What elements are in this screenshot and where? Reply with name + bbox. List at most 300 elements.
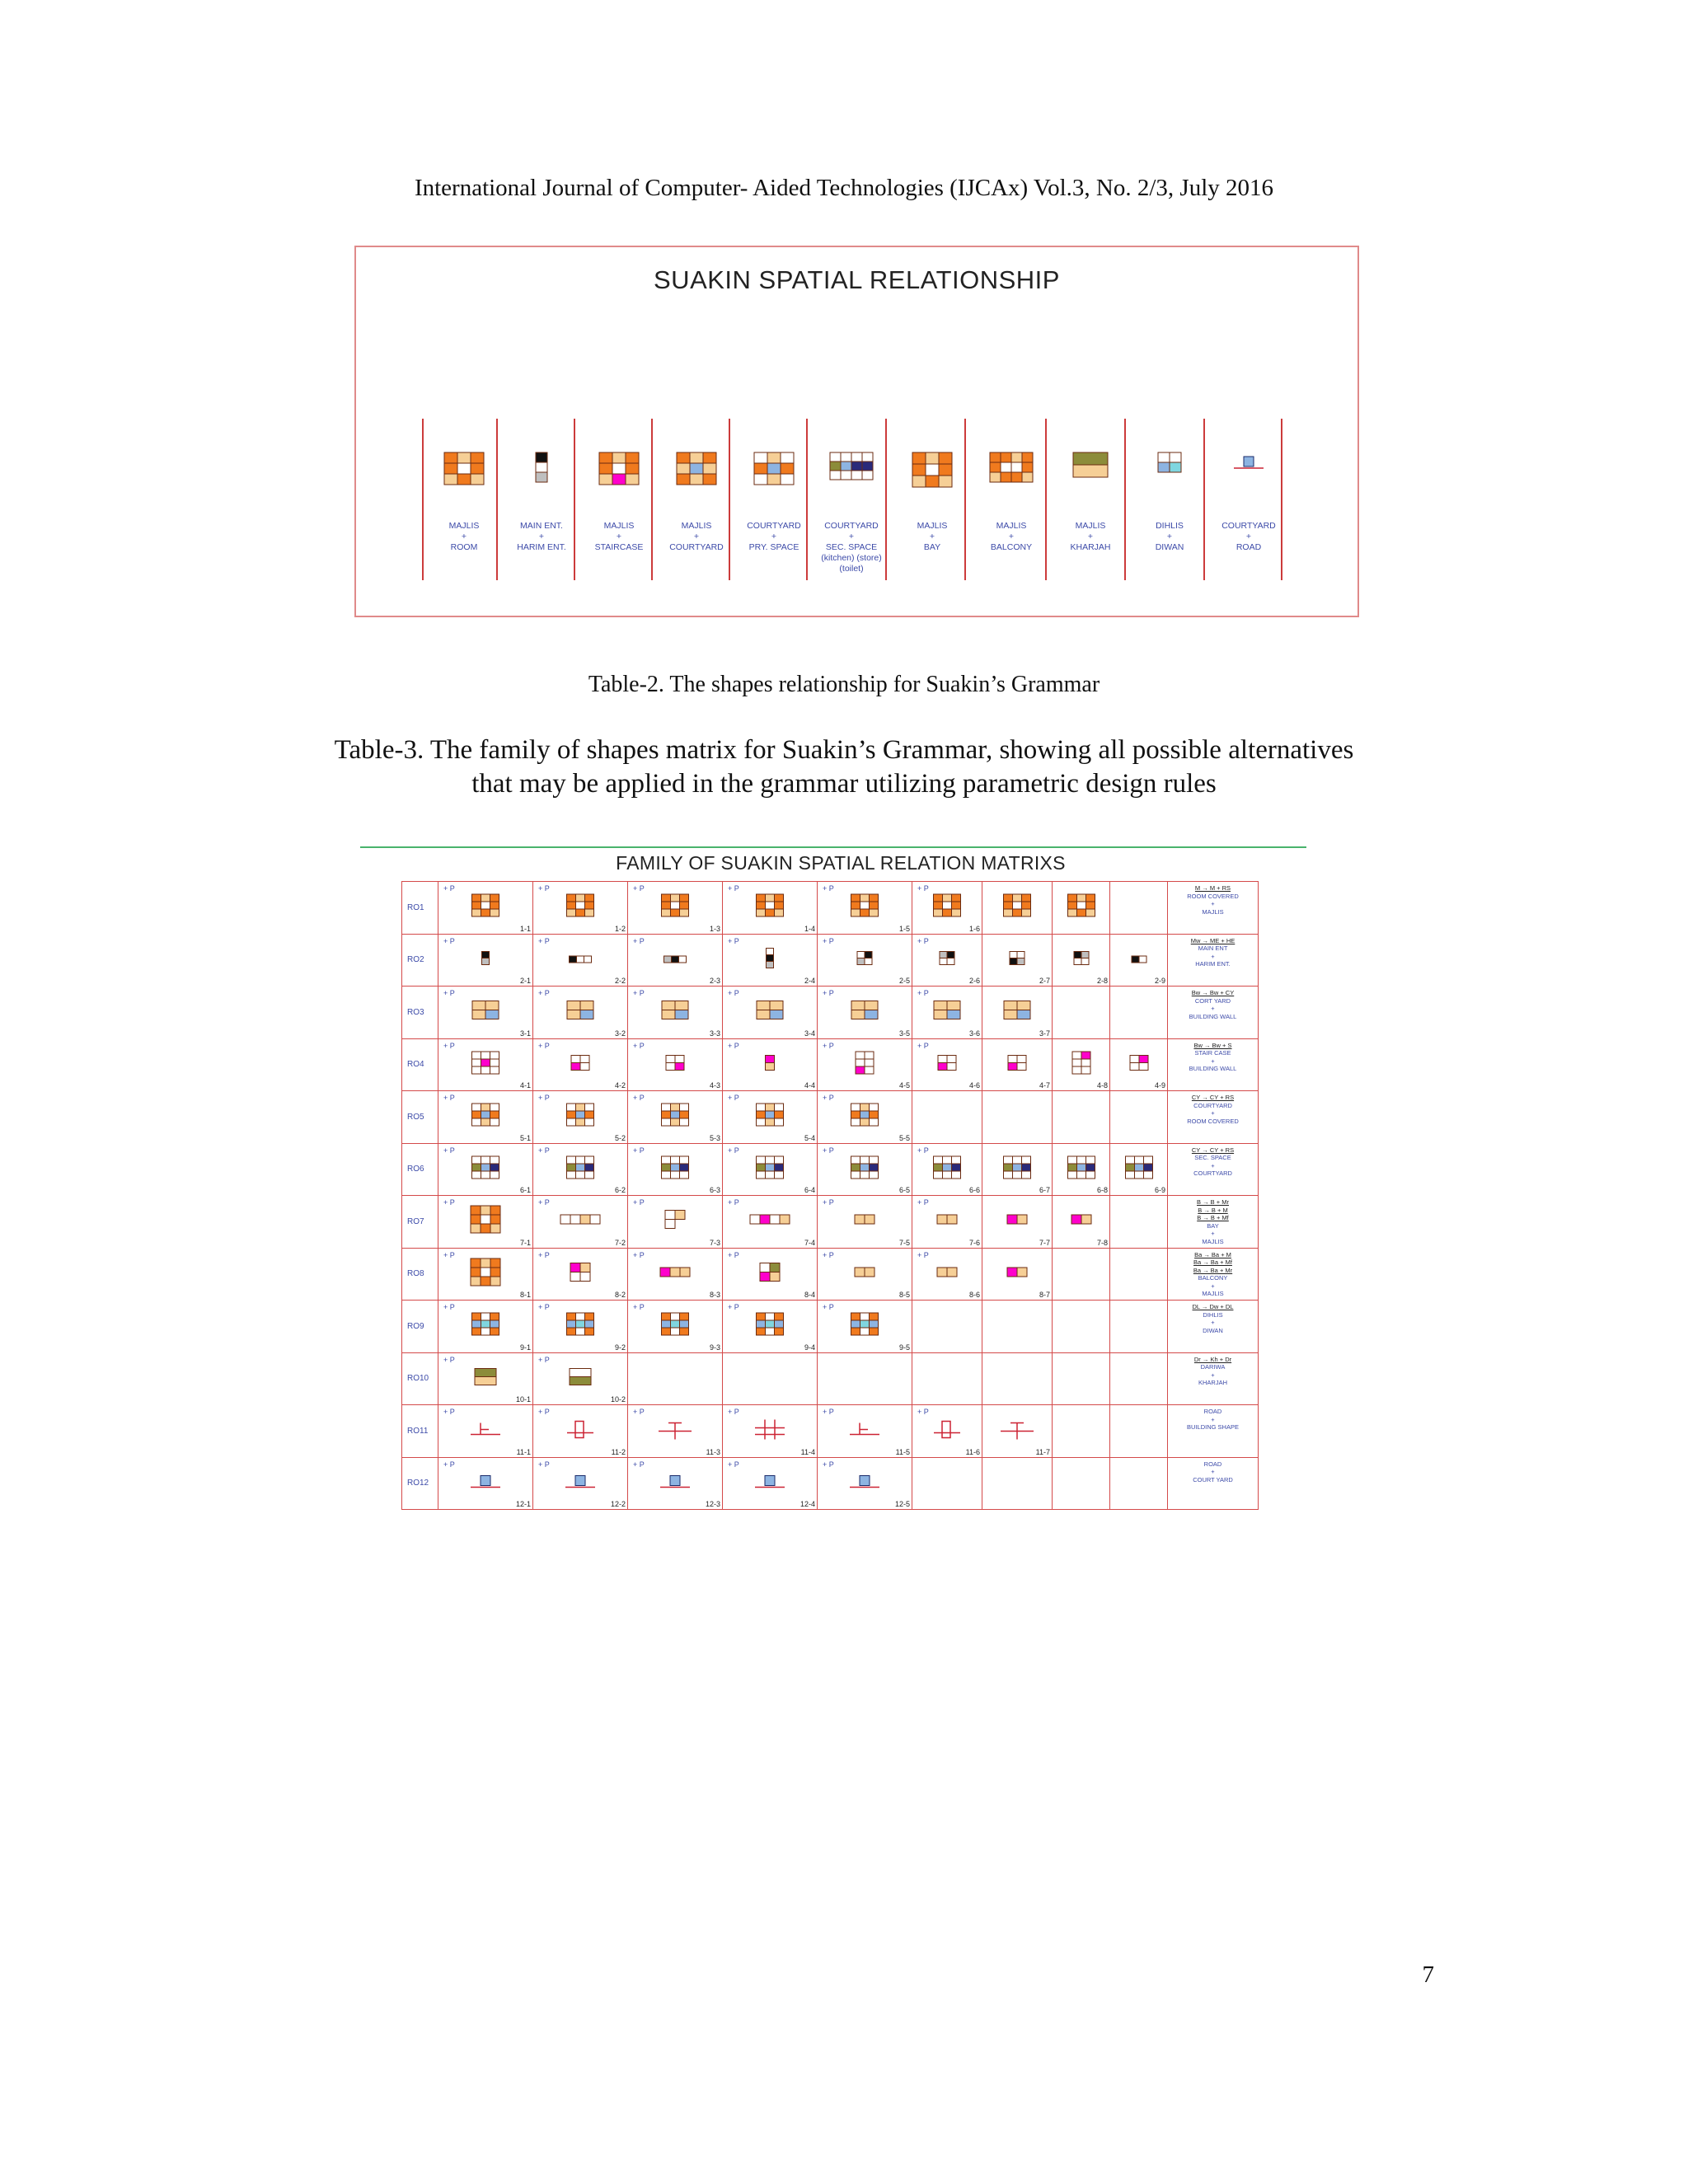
matrix-cell [982, 1038, 1053, 1091]
label-line-plus: + [461, 532, 467, 541]
matrix-cell [982, 1457, 1053, 1510]
matrix-cell [533, 1248, 628, 1301]
variant-id: 1-6 [968, 924, 980, 933]
shape-variant [1073, 950, 1090, 969]
matrix-cell [533, 882, 628, 935]
matrix-cell [533, 1143, 628, 1196]
variant-id: 6-3 [709, 1186, 720, 1194]
shape-variant [569, 1367, 592, 1390]
matrix-cell [912, 1248, 982, 1301]
parameter-mark: + P [917, 884, 929, 893]
variant-id: 5-4 [804, 1133, 815, 1142]
rule-cell [1168, 1038, 1259, 1091]
shape-variant [756, 893, 785, 921]
variant-id: 3-6 [968, 1029, 980, 1038]
parameter-mark: + P [728, 1408, 739, 1416]
variant-id: 7-2 [614, 1238, 626, 1247]
rule-line: B → B + M [1198, 1206, 1228, 1214]
matrix-cell [982, 882, 1053, 935]
page-number: 7 [1422, 1961, 1434, 1988]
parameter-mark: + P [823, 1460, 834, 1469]
row-label: RO11 [402, 1405, 438, 1458]
shape-variant [663, 953, 687, 968]
matrix-cell [723, 1457, 818, 1510]
rule-cell [1168, 1143, 1259, 1196]
matrix-cell [1053, 1196, 1110, 1249]
parameter-mark: + P [823, 1146, 834, 1155]
variant-id: 12-5 [894, 1500, 910, 1508]
parameter-mark: + P [728, 1094, 739, 1102]
parameter-mark: + P [443, 1094, 455, 1102]
rule-line: Ba → Ba + M [1194, 1250, 1231, 1258]
parameter-mark: + P [443, 884, 455, 893]
variant-id: 2-6 [968, 977, 980, 985]
matrix-cell [982, 987, 1053, 1039]
matrix-cell [818, 1301, 912, 1353]
rule-line: MAJLIS [1202, 907, 1224, 916]
parameter-mark: + P [823, 1094, 834, 1102]
matrix-cell [1053, 1091, 1110, 1144]
matrix-cell [628, 1352, 723, 1405]
parameter-mark: + P [443, 1303, 455, 1311]
rule-line: + [1211, 1057, 1215, 1065]
label-line-top: MAJLIS [681, 521, 712, 531]
matrix-row [402, 1301, 1259, 1353]
matrix-cell [723, 1248, 818, 1301]
shape-variant [467, 1470, 504, 1496]
label-line-bottom: KHARJAH [1070, 542, 1111, 552]
relationship-label [501, 521, 582, 553]
matrix-cell [912, 1091, 982, 1144]
matrix-cell [1053, 934, 1110, 987]
parameter-mark: + P [633, 1460, 645, 1469]
table3-caption [247, 733, 1441, 801]
variant-id: 2-7 [1039, 977, 1050, 985]
row-label: RO6 [402, 1143, 438, 1196]
parameter-mark: + P [538, 1094, 550, 1102]
rule-line: MAJLIS [1202, 1237, 1224, 1245]
shape-variant [756, 1103, 785, 1131]
relationship-column [579, 419, 659, 580]
parameter-mark: + P [728, 936, 739, 945]
matrix-cell [982, 1091, 1053, 1144]
matrix-table [401, 881, 1259, 1510]
variant-id: 2-4 [804, 977, 815, 985]
variant-id: 3-1 [519, 1029, 531, 1038]
parameter-mark: + P [728, 884, 739, 893]
matrix-cell [628, 882, 723, 935]
variant-id: 6-8 [1096, 1186, 1108, 1194]
variant-id: 4-9 [1154, 1081, 1165, 1090]
parameter-mark: + P [443, 1146, 455, 1155]
rule-line: BUILDING WALL [1189, 1065, 1237, 1072]
variant-id: 2-8 [1096, 977, 1108, 985]
matrix-cell [1110, 1143, 1168, 1196]
variant-id: 12-4 [799, 1500, 815, 1508]
shape-matrix [401, 881, 1259, 1510]
matrix-cell [912, 882, 982, 935]
rule-line: CY → CY + RS [1191, 1146, 1235, 1154]
matrix-cell [1110, 934, 1168, 987]
parameter-mark: + P [443, 1408, 455, 1416]
variant-id: 8-4 [804, 1291, 815, 1299]
label-line-extra: (kitchen) (store) (toilet) [821, 553, 882, 574]
matrix-cell [723, 1038, 818, 1091]
rule-line: MAIN ENT [1198, 944, 1228, 952]
shape-variant [657, 1417, 693, 1446]
parameter-mark: + P [633, 1408, 645, 1416]
matrix-cell [1110, 1301, 1168, 1353]
parameter-mark: + P [538, 936, 550, 945]
matrix-cell [912, 1196, 982, 1249]
matrix-cell [818, 882, 912, 935]
rule-line: Bw → Bw + CY [1191, 989, 1235, 996]
variant-id: 7-5 [898, 1238, 910, 1247]
rule-line: CORT YARD [1194, 996, 1231, 1005]
parameter-mark: + P [823, 1303, 834, 1311]
rule-line: COURT YARD [1193, 1475, 1233, 1483]
shape-variant [936, 1267, 958, 1282]
shape-diagram [443, 452, 485, 490]
parameter-mark: + P [728, 1198, 739, 1207]
matrix-cell [438, 1091, 533, 1144]
variant-id: 1-2 [614, 924, 626, 933]
row-label: RO9 [402, 1301, 438, 1353]
matrix-cell [533, 1091, 628, 1144]
matrix-cell [723, 882, 818, 935]
relationship-column [1129, 419, 1210, 580]
shape-variant [661, 1103, 690, 1131]
parameter-mark: + P [917, 1146, 929, 1155]
shape-variant [1131, 953, 1147, 968]
rule-line: Ba → Ba + Mf [1193, 1258, 1232, 1266]
matrix-cell [982, 1352, 1053, 1405]
rule-cell [1168, 934, 1259, 987]
matrix-cell [533, 987, 628, 1039]
parameter-mark: + P [917, 1041, 929, 1050]
shape-variant [471, 1001, 499, 1024]
matrix-cell [1110, 1457, 1168, 1510]
rule-cell [1168, 1248, 1259, 1301]
rule-line: + [1211, 1415, 1215, 1423]
row-label: RO10 [402, 1352, 438, 1405]
shape-variant [1071, 1214, 1092, 1229]
shape-diagram [676, 452, 717, 490]
shape-variant [939, 950, 955, 969]
variant-id: 4-7 [1039, 1081, 1050, 1090]
label-line-plus: + [848, 532, 855, 541]
parameter-mark: + P [728, 1303, 739, 1311]
matrix-cell [818, 1143, 912, 1196]
shape-variant [846, 1470, 883, 1496]
matrix-cell [912, 1352, 982, 1405]
matrix-cell [1053, 1405, 1110, 1458]
shape-variant [1129, 1054, 1149, 1075]
matrix-cell [982, 1248, 1053, 1301]
variant-id: 6-2 [614, 1186, 626, 1194]
shape-variant [659, 1267, 691, 1282]
variant-id: 3-2 [614, 1029, 626, 1038]
shape-variant [1071, 1051, 1091, 1079]
variant-id: 5-5 [898, 1133, 910, 1142]
variant-id: 9-5 [898, 1343, 910, 1352]
parameter-mark: + P [538, 1250, 550, 1259]
shape-variant [851, 1312, 879, 1340]
matrix-cell [912, 1405, 982, 1458]
rule-line: COURTYARD [1193, 1169, 1232, 1177]
shape-variant [846, 1417, 883, 1446]
shape-variant [471, 1051, 500, 1079]
rule-line: BALCONY [1198, 1274, 1228, 1282]
spatial-relationship-figure [354, 246, 1359, 617]
shape-variant [752, 1417, 788, 1446]
relationship-label [892, 521, 973, 553]
shape-variant [474, 1367, 497, 1390]
rule-line: + [1211, 1319, 1215, 1326]
parameter-mark: + P [538, 1408, 550, 1416]
label-line-top: COURTYARD [747, 521, 801, 531]
matrix-cell [1110, 1196, 1168, 1249]
matrix-cell [912, 1457, 982, 1510]
shape-variant [756, 1155, 785, 1183]
matrix-cell [438, 882, 533, 935]
rule-line: DARIWA [1200, 1363, 1226, 1371]
matrix-cell [438, 987, 533, 1039]
rule-line: + [1211, 1109, 1215, 1117]
shape-variant [933, 1001, 961, 1024]
table2-caption: Table-2. The shapes relationship for Suakin’s Grammar [588, 672, 1100, 697]
rule-line: Ba → Ba + Mr [1193, 1266, 1233, 1274]
variant-id: 4-4 [804, 1081, 815, 1090]
shape-variant [933, 893, 962, 921]
matrix-cell [818, 1038, 912, 1091]
matrix-cell [628, 1405, 723, 1458]
variant-id: 4-6 [968, 1081, 980, 1090]
variant-id: 6-9 [1154, 1186, 1165, 1194]
variant-id: 1-1 [519, 924, 531, 933]
rule-line: + [1211, 952, 1215, 960]
variant-id: 7-6 [968, 1238, 980, 1247]
variant-id: 7-1 [519, 1238, 531, 1247]
shape-diagram [829, 452, 874, 485]
row-label: RO7 [402, 1196, 438, 1249]
relationship-label [811, 521, 892, 574]
parameter-mark: + P [728, 1146, 739, 1155]
matrix-cell [1053, 987, 1110, 1039]
variant-id: 4-1 [519, 1081, 531, 1090]
parameter-mark: + P [538, 989, 550, 997]
rule-line: + [1211, 1230, 1215, 1237]
matrix-cell [818, 1091, 912, 1144]
variant-id: 6-5 [898, 1186, 910, 1194]
row-label: RO2 [402, 934, 438, 987]
variant-id: 12-2 [610, 1500, 626, 1508]
variant-id: 9-1 [519, 1343, 531, 1352]
matrix-cell [1110, 1038, 1168, 1091]
parameter-mark: + P [917, 936, 929, 945]
shape-diagram [1072, 452, 1109, 482]
relationship-column [892, 419, 973, 580]
shape-diagram [912, 452, 953, 492]
variant-id: 12-3 [705, 1500, 720, 1508]
matrix-cell [723, 934, 818, 987]
shape-variant [854, 1267, 875, 1282]
shape-variant [562, 1470, 598, 1496]
matrix-row [402, 1091, 1259, 1144]
shape-diagram [1231, 452, 1267, 477]
variant-id: 8-2 [614, 1291, 626, 1299]
parameter-mark: + P [823, 1041, 834, 1050]
label-line-plus: + [1008, 532, 1015, 541]
shape-variant [749, 1214, 790, 1229]
variant-id: 2-9 [1154, 977, 1165, 985]
matrix-cell [723, 1301, 818, 1353]
shape-variant [851, 1155, 879, 1183]
rule-line: ROAD [1203, 1408, 1222, 1415]
label-line-bottom: ROAD [1236, 542, 1262, 552]
relationship-label [1050, 521, 1131, 553]
label-line-plus: + [1087, 532, 1094, 541]
shape-variant [467, 1417, 504, 1446]
matrix-cell [1110, 987, 1168, 1039]
rule-line: BUILDING SHAPE [1187, 1423, 1239, 1431]
shape-variant [937, 1054, 957, 1075]
parameter-mark: + P [538, 884, 550, 893]
matrix-cell [438, 1352, 533, 1405]
variant-id: 1-4 [804, 924, 815, 933]
shape-variant [664, 1210, 686, 1234]
relationship-column [1050, 419, 1131, 580]
matrix-cell [818, 1405, 912, 1458]
matrix-title: FAMILY OF SUAKIN SPATIAL RELATION MATRIXS [616, 852, 1066, 874]
matrix-cell [1053, 1352, 1110, 1405]
parameter-mark: + P [538, 1460, 550, 1469]
parameter-mark: + P [443, 1355, 455, 1364]
rule-line: + [1211, 1005, 1215, 1012]
parameter-mark: + P [728, 989, 739, 997]
rule-line: COURTYARD [1193, 1101, 1232, 1109]
matrix-cell [723, 987, 818, 1039]
rule-cell [1168, 987, 1259, 1039]
variant-id: 10-1 [515, 1395, 531, 1404]
parameter-mark: + P [538, 1198, 550, 1207]
row-label: RO1 [402, 882, 438, 935]
matrix-cell [818, 1457, 912, 1510]
label-line-bottom: COURTYARD [669, 542, 724, 552]
relationship-column [734, 419, 814, 580]
shape-variant [856, 950, 873, 969]
parameter-mark: + P [633, 1303, 645, 1311]
shape-variant [759, 1262, 781, 1286]
variant-id: 3-4 [804, 1029, 815, 1038]
figure-title: SUAKIN SPATIAL RELATIONSHIP [654, 265, 1060, 294]
shape-variant [1067, 893, 1095, 921]
shape-variant [566, 1155, 595, 1183]
shape-variant [1003, 1001, 1031, 1024]
shape-variant [752, 1470, 788, 1496]
rule-line: CY → CY + RS [1191, 1094, 1235, 1101]
matrix-cell [628, 987, 723, 1039]
matrix-cell [438, 1038, 533, 1091]
matrix-cell [628, 1038, 723, 1091]
variant-id: 11-1 [516, 1447, 531, 1456]
matrix-cell [1053, 1038, 1110, 1091]
parameter-mark: + P [538, 1146, 550, 1155]
variant-id: 3-3 [709, 1029, 720, 1038]
shape-diagram [989, 452, 1034, 487]
rule-line: Dr → Kh + Dr [1193, 1355, 1232, 1363]
variant-id: 11-2 [611, 1447, 626, 1456]
row-label: RO8 [402, 1248, 438, 1301]
shape-variant [756, 1312, 785, 1340]
matrix-cell [1053, 1248, 1110, 1301]
label-line-plus: + [538, 532, 545, 541]
variant-id: 6-4 [804, 1186, 815, 1194]
rule-line: + [1211, 1371, 1215, 1379]
rule-line: SEC. SPACE [1194, 1154, 1231, 1161]
matrix-cell [628, 1457, 723, 1510]
matrix-cell [912, 987, 982, 1039]
relationship-label [734, 521, 814, 553]
row-label: RO3 [402, 987, 438, 1039]
parameter-mark: + P [917, 1198, 929, 1207]
row-label: RO5 [402, 1091, 438, 1144]
matrix-cell [628, 1143, 723, 1196]
variant-id: 3-7 [1039, 1029, 1050, 1038]
matrix-cell [533, 1352, 628, 1405]
rule-line: KHARJAH [1198, 1379, 1227, 1386]
variant-id: 7-3 [709, 1238, 720, 1247]
variant-id: 11-6 [965, 1447, 980, 1456]
rule-line: DL → Dw + DL [1192, 1303, 1234, 1310]
running-header: International Journal of Computer- Aided Technologies (IJCAx) Vol.3, No. 2/3, July 2016 [414, 175, 1274, 201]
rule-line: Mw → ME + HE [1190, 936, 1236, 944]
matrix-row [402, 1248, 1259, 1301]
parameter-mark: + P [823, 989, 834, 997]
relationship-column [656, 419, 737, 580]
variant-id: 9-3 [709, 1343, 720, 1352]
matrix-cell [1110, 1248, 1168, 1301]
matrix-cell [912, 1143, 982, 1196]
shape-variant [566, 893, 595, 921]
shape-variant [562, 1417, 598, 1446]
rule-line: DIHLIS [1203, 1310, 1223, 1319]
variant-id: 6-6 [968, 1186, 980, 1194]
shape-variant [936, 1214, 958, 1229]
shape-variant [1007, 1054, 1027, 1075]
rule-line: STAIR CASE [1194, 1049, 1231, 1057]
parameter-mark: + P [823, 1198, 834, 1207]
rule-line: MAJLIS [1202, 1290, 1224, 1297]
variant-id: 7-8 [1096, 1238, 1108, 1247]
parameter-mark: + P [823, 884, 834, 893]
label-line-bottom: BAY [923, 542, 941, 552]
matrix-cell [1110, 1091, 1168, 1144]
variant-id: 12-1 [515, 1500, 531, 1508]
shape-variant [661, 893, 690, 921]
shape-variant [933, 1155, 962, 1183]
relationship-column [971, 419, 1052, 580]
label-line-top: MAJLIS [603, 521, 635, 531]
rule-line: BUILDING WALL [1189, 1012, 1237, 1020]
label-line-top: MAJLIS [917, 521, 948, 531]
matrix-cell [818, 987, 912, 1039]
matrix-row [402, 882, 1259, 935]
variant-id: 4-2 [614, 1081, 626, 1090]
matrix-row [402, 1405, 1259, 1458]
label-line-plus: + [771, 532, 777, 541]
label-line-bottom: PRY. SPACE [748, 542, 799, 552]
